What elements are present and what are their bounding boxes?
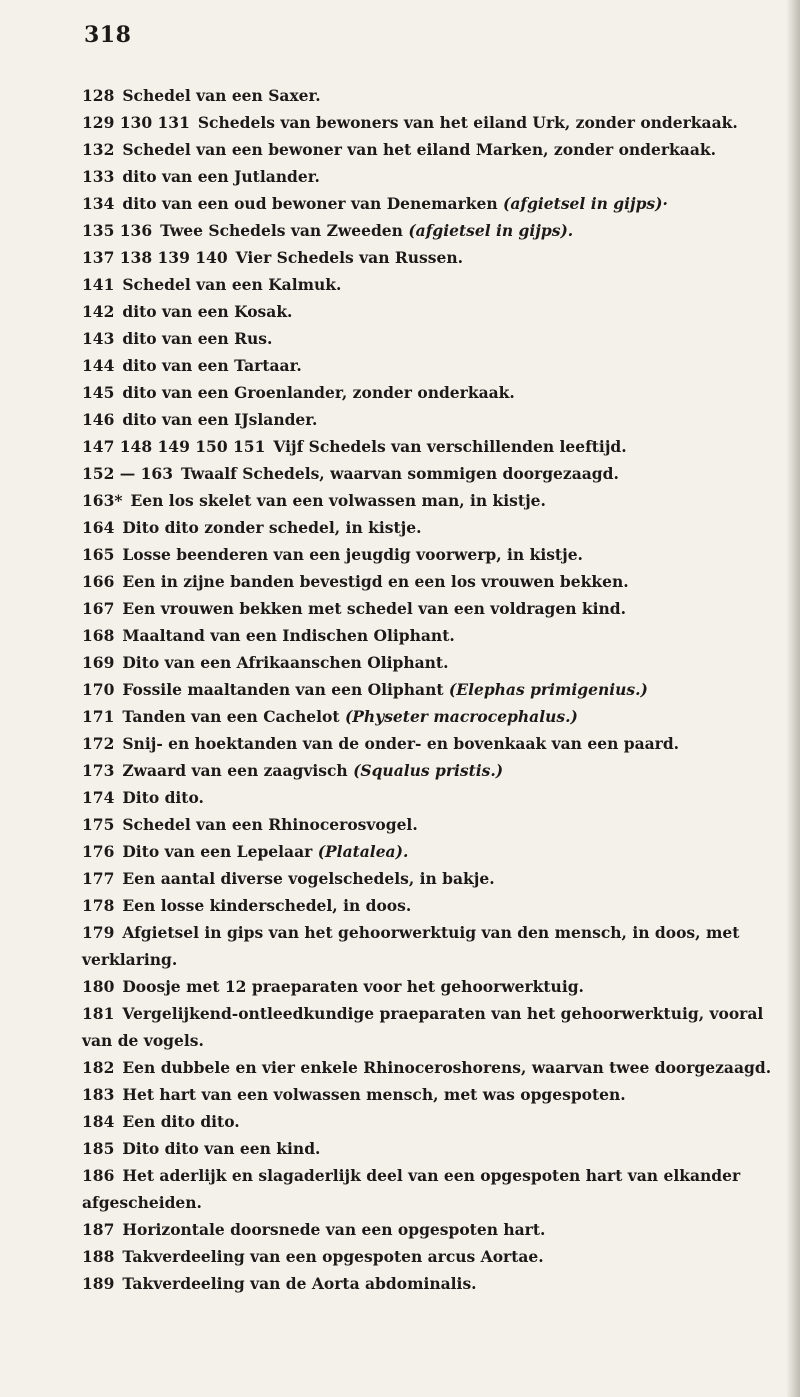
entry-text: Dito van een Afrikaanschen Oliphant. [122, 653, 449, 672]
catalogue-entry [0, 892, 800, 919]
catalogue-entry [0, 406, 800, 433]
catalogue-entry [0, 649, 800, 676]
entry-text: Afgietsel in gips van het gehoorwerktuig van den mensch, in doos, met [122, 923, 740, 942]
entry-number: 187 [82, 1220, 115, 1239]
catalogue-entry [0, 190, 800, 217]
entry-text: Dito dito. [122, 788, 204, 807]
entry-number: 185 [82, 1139, 115, 1158]
entry-text: dito van een Tartaar. [122, 356, 302, 375]
entry-number: 175 [82, 815, 115, 834]
entry-number: 167 [82, 599, 115, 618]
page-number: 318 [84, 22, 132, 48]
entry-number: 168 [82, 626, 115, 645]
entry-text: Zwaard van een zaagvisch [122, 761, 354, 780]
catalogue-entry [0, 1216, 800, 1243]
entry-text: Dito dito zonder schedel, in kistje. [122, 518, 422, 537]
catalogue-entry [0, 136, 800, 163]
catalogue-entry [0, 811, 800, 838]
catalogue-entry [0, 838, 800, 865]
entry-number: 165 [82, 545, 115, 564]
entry-text: dito van een Rus. [122, 329, 273, 348]
catalogue-entry [0, 487, 800, 514]
entry-number: 174 [82, 788, 115, 807]
catalogue-entry [0, 784, 800, 811]
catalogue-entry [0, 1054, 800, 1081]
entry-number: 181 [82, 1004, 115, 1023]
entry-text: Maaltand van een Indischen Oliphant. [122, 626, 455, 645]
entry-number: 178 [82, 896, 115, 915]
entry-text: Vergelijkend-ontleedkundige praeparaten van het gehoorwerktuig, vooral [122, 1004, 764, 1023]
entry-number: 176 [82, 842, 115, 861]
entry-number: 146 [82, 410, 115, 429]
catalogue-entry [0, 1108, 800, 1135]
page-edge-shadow [786, 0, 800, 1397]
catalogue-entry [0, 541, 800, 568]
entry-text: Schedel van een Saxer. [122, 86, 321, 105]
entry-number: 134 [82, 194, 115, 213]
entry-text: Vijf Schedels van verschillenden leeftijd. [273, 437, 627, 456]
entry-number: 177 [82, 869, 115, 888]
catalogue-entry [0, 568, 800, 595]
catalogue-entries [0, 82, 800, 1297]
entry-text: Dito van een Lepelaar [122, 842, 318, 861]
catalogue-entry [0, 973, 800, 1000]
entry-text: Twaalf Schedels, waarvan sommigen doorgezaagd. [181, 464, 619, 483]
entry-scientific-name: (afgietsel in gijps)· [503, 194, 668, 213]
catalogue-entry [0, 865, 800, 892]
entry-number: 147 148 149 150 151 [82, 437, 266, 456]
catalogue-entry [0, 217, 800, 244]
catalogue-entry [0, 1162, 800, 1189]
entry-number: 145 [82, 383, 115, 402]
entry-number: 184 [82, 1112, 115, 1131]
entry-number: 143 [82, 329, 115, 348]
entry-text: Horizontale doorsnede van een opgespoten hart. [122, 1220, 546, 1239]
entry-text: Takverdeeling van de Aorta abdominalis. [122, 1274, 477, 1293]
entry-text: Vier Schedels van Russen. [235, 248, 463, 267]
catalogue-entry [0, 82, 800, 109]
entry-number: 142 [82, 302, 115, 321]
entry-text: Een dito dito. [122, 1112, 240, 1131]
entry-text: Schedel van een bewoner van het eiland Marken, zonder onderkaak. [122, 140, 717, 159]
catalogue-entry [0, 676, 800, 703]
entry-text: Dito dito van een kind. [122, 1139, 321, 1158]
catalogue-entry [0, 460, 800, 487]
entry-number: 133 [82, 167, 115, 186]
catalogue-entry [0, 379, 800, 406]
entry-text: dito van een Jutlander. [122, 167, 320, 186]
entry-number: 128 [82, 86, 115, 105]
entry-continuation: van de vogels. [82, 1031, 204, 1050]
entry-number: 172 [82, 734, 115, 753]
catalogue-entry [0, 622, 800, 649]
entry-number: 183 [82, 1085, 115, 1104]
entry-text: Een losse kinderschedel, in doos. [122, 896, 412, 915]
entry-number: 152 — 163 [82, 464, 174, 483]
catalogue-entry [0, 271, 800, 298]
entry-number: 186 [82, 1166, 115, 1185]
entry-number: 182 [82, 1058, 115, 1077]
entry-text: Het hart van een volwassen mensch, met was opgespoten. [122, 1085, 626, 1104]
catalogue-entry [0, 703, 800, 730]
entry-continuation: verklaring. [82, 950, 178, 969]
entry-text: dito van een oud bewoner van Denemarken [122, 194, 504, 213]
entry-text: Twee Schedels van Zweeden [160, 221, 409, 240]
entry-text: Het aderlijk en slagaderlijk deel van een opgespoten hart van elkander [122, 1166, 741, 1185]
entry-number: 135 136 [82, 221, 153, 240]
catalogue-entry [0, 919, 800, 946]
entry-number: 166 [82, 572, 115, 591]
catalogue-entry [0, 352, 800, 379]
entry-text: Snij- en hoektanden van de onder- en bovenkaak van een paard. [122, 734, 680, 753]
entry-scientific-name: (Platalea). [317, 842, 409, 861]
entry-text: dito van een IJslander. [122, 410, 318, 429]
entry-text: Schedels van bewoners van het eiland Urk, zonder onderkaak. [197, 113, 738, 132]
entry-text: Een los skelet van een volwassen man, in kistje. [130, 491, 546, 510]
entry-text: dito van een Kosak. [122, 302, 293, 321]
entry-number: 173 [82, 761, 115, 780]
entry-number: 179 [82, 923, 115, 942]
entry-text: Losse beenderen van een jeugdig voorwerp, in kistje. [122, 545, 583, 564]
entry-number: 137 138 139 140 [82, 248, 228, 267]
entry-text: Doosje met 12 praeparaten voor het gehoorwerktuig. [122, 977, 584, 996]
entry-text: Een vrouwen bekken met schedel van een voldragen kind. [122, 599, 627, 618]
entry-number: 129 130 131 [82, 113, 190, 132]
entry-scientific-name: (afgietsel in gijps). [408, 221, 574, 240]
entry-number: 189 [82, 1274, 115, 1293]
entry-text: Een aantal diverse vogelschedels, in bakje. [122, 869, 495, 888]
entry-text: Takverdeeling van een opgespoten arcus Aortae. [122, 1247, 544, 1266]
entry-number: 141 [82, 275, 115, 294]
entry-text: Een dubbele en vier enkele Rhinoceroshorens, waarvan twee doorgezaagd. [122, 1058, 772, 1077]
entry-number: 132 [82, 140, 115, 159]
catalogue-entry [0, 514, 800, 541]
entry-number: 180 [82, 977, 115, 996]
catalogue-entry [0, 1000, 800, 1027]
entry-number: 171 [82, 707, 115, 726]
catalogue-entry [0, 433, 800, 460]
entry-number: 188 [82, 1247, 115, 1266]
entry-number: 170 [82, 680, 115, 699]
entry-text: Tanden van een Cachelot [122, 707, 345, 726]
entry-number: 164 [82, 518, 115, 537]
entry-text: Schedel van een Rhinocerosvogel. [122, 815, 418, 834]
catalogue-entry [0, 298, 800, 325]
catalogue-entry [0, 730, 800, 757]
catalogue-entry [0, 1243, 800, 1270]
entry-scientific-name: (Squalus pristis.) [353, 761, 504, 780]
entry-text: Een in zijne banden bevestigd en een los vrouwen bekken. [122, 572, 629, 591]
catalogue-entry [0, 163, 800, 190]
catalogue-entry [0, 1270, 800, 1297]
entry-number: 144 [82, 356, 115, 375]
entry-text: Fossile maaltanden van een Oliphant [122, 680, 449, 699]
entry-number: 169 [82, 653, 115, 672]
entry-scientific-name: (Physeter macrocephalus.) [344, 707, 578, 726]
catalogue-entry [0, 1135, 800, 1162]
catalogue-entry [0, 595, 800, 622]
catalogue-entry [0, 109, 800, 136]
entry-continuation: afgescheiden. [82, 1193, 202, 1212]
catalogue-entry [0, 757, 800, 784]
entry-number: 163* [82, 491, 123, 510]
entry-text: dito van een Groenlander, zonder onderkaak. [122, 383, 515, 402]
entry-text: Schedel van een Kalmuk. [122, 275, 342, 294]
catalogue-entry [0, 325, 800, 352]
catalogue-entry [0, 1081, 800, 1108]
catalogue-entry [0, 244, 800, 271]
entry-scientific-name: (Elephas primigenius.) [448, 680, 648, 699]
